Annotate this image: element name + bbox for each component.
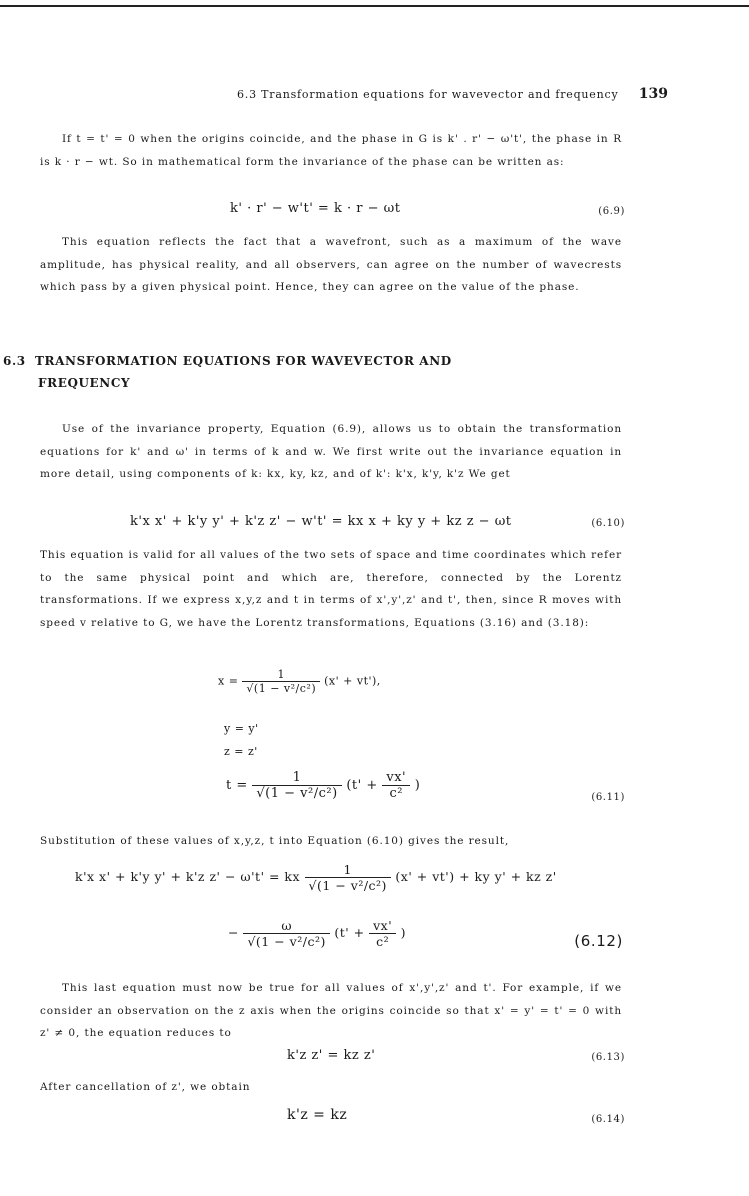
- paragraph-5: Substitution of these values of x,y,z, t into Equation (6.10) gives the result,: [40, 835, 510, 847]
- lorentz-y: y = y': [224, 722, 259, 735]
- lorentz-x-fraction: [242, 668, 320, 695]
- paragraph-6: This last equation must now be true for all values of x',y',z' and t'. For example, if we consider an observation on the z axis when the origins coincide so that x' = y' = t' = 0 with z' ≠ 0, the equation reduces to: [40, 982, 622, 1039]
- equation-number-6-10: (6.10): [591, 518, 625, 529]
- eq-6-12-line1-numerator: 1: [305, 862, 391, 878]
- running-header: [0, 86, 668, 102]
- top-rule: [0, 5, 749, 7]
- eq-6-12-line2-inner-numerator: vx': [369, 918, 396, 934]
- equation-number-6-11: (6.11): [591, 792, 625, 803]
- lorentz-x-denominator: √(1 − v²/c²): [246, 682, 317, 695]
- eq-6-12-line2-open: (t' +: [334, 925, 365, 940]
- section-number: 6.3: [3, 354, 26, 368]
- lorentz-z: z = z': [224, 745, 258, 758]
- running-title: 6.3 Transformation equations for wavevector and frequency: [236, 88, 619, 101]
- page-number: 139: [638, 86, 668, 102]
- lorentz-t-inner-fraction: [382, 770, 410, 801]
- lorentz-x-numerator: 1: [242, 668, 320, 682]
- equation-number-6-12: (6.12): [574, 932, 623, 950]
- lorentz-t-inner-numerator: vx': [382, 770, 410, 786]
- equation-6-10: k'x x' + k'y y' + k'z z' − w't' = kx x + ky y + kz z − ωt: [130, 514, 512, 529]
- equation-number-6-13: (6.13): [591, 1052, 625, 1063]
- lorentz-t-fraction: [252, 770, 341, 801]
- eq-6-12-line1-fraction: [305, 862, 391, 893]
- lorentz-t-inner-denominator: c²: [389, 786, 403, 801]
- lorentz-t-tail-open: (t' +: [346, 778, 378, 793]
- equation-6-12-line1: [75, 862, 557, 893]
- paragraph-2: This equation reflects the fact that a wavefront, such as a maximum of the wave amplitude, has physical reality, and all observers, can agree on the number of wavecrests which pass by a given physical point. Hence, they can agree on the value of the phase.: [40, 236, 622, 293]
- eq-6-12-line2-inner-fraction: [369, 918, 396, 949]
- eq-6-12-line2-denominator: √(1 − v²/c²): [247, 934, 326, 949]
- paragraph-4: This equation is valid for all values of the two sets of space and time coordinates which refer to the same physical point and which are, therefore, connected by the Lorentz transformations. If we express x,y,z and t in terms of x',y',z' and t', then, since R moves with speed v relative to G, we have the Lorentz transformations, Equations (3.16) and (3.18):: [40, 549, 622, 629]
- section-heading: [3, 350, 452, 394]
- lorentz-t-denominator: √(1 − v²/c²): [256, 786, 338, 801]
- eq-6-12-line2-close: ): [400, 925, 407, 940]
- paragraph-7: After cancellation of z', we obtain: [40, 1081, 251, 1093]
- lorentz-x-tail: (x' + vt'),: [324, 674, 381, 688]
- section-title-line1: TRANSFORMATION EQUATIONS FOR WAVEVECTOR AND: [35, 354, 452, 368]
- lorentz-t-numerator: 1: [252, 770, 341, 786]
- lorentz-x: [218, 668, 381, 695]
- eq-6-12-line2-minus: −: [228, 925, 239, 940]
- eq-6-12-line1-end: (x' + vt') + ky y' + kz z': [395, 869, 557, 884]
- paragraph-1: If t = t' = 0 when the origins coincide, and the phase in G is k' . r' − ω't', the phase in R is k · r − wt. So in mathematical form the invariance of the phase can be written as:: [40, 133, 622, 168]
- equation-number-6-9: (6.9): [598, 206, 625, 217]
- equation-number-6-14: (6.14): [591, 1114, 625, 1125]
- eq-6-12-line1-start: k'x x' + k'y y' + k'z z' − ω't' = kx: [75, 869, 301, 884]
- eq-6-12-line2-inner-denominator: c²: [376, 934, 390, 949]
- eq-6-12-line2-fraction: [243, 918, 329, 949]
- eq-6-12-line2-numerator: ω: [243, 918, 329, 934]
- section-title-line2: FREQUENCY: [38, 376, 131, 390]
- equation-6-13: k'z z' = kz z': [287, 1048, 376, 1063]
- equation-6-9: k' · r' − w't' = k · r − ωt: [230, 201, 401, 216]
- equation-6-14: k'z = kz: [287, 1107, 348, 1123]
- lorentz-x-lhs: x =: [218, 674, 239, 688]
- equation-6-12-line2: [228, 918, 406, 949]
- lorentz-t: [226, 770, 420, 801]
- lorentz-t-tail-close: ): [414, 778, 421, 793]
- eq-6-12-line1-denominator: √(1 − v²/c²): [308, 878, 387, 893]
- paragraph-3: Use of the invariance property, Equation (6.9), allows us to obtain the transformation equations for k' and ω' in terms of k and w. We first write out the invariance equation in more detail, using components of k: kx, ky, kz, and of k': k'x, k'y, k'z We get: [40, 423, 622, 480]
- lorentz-t-lhs: t =: [226, 778, 248, 793]
